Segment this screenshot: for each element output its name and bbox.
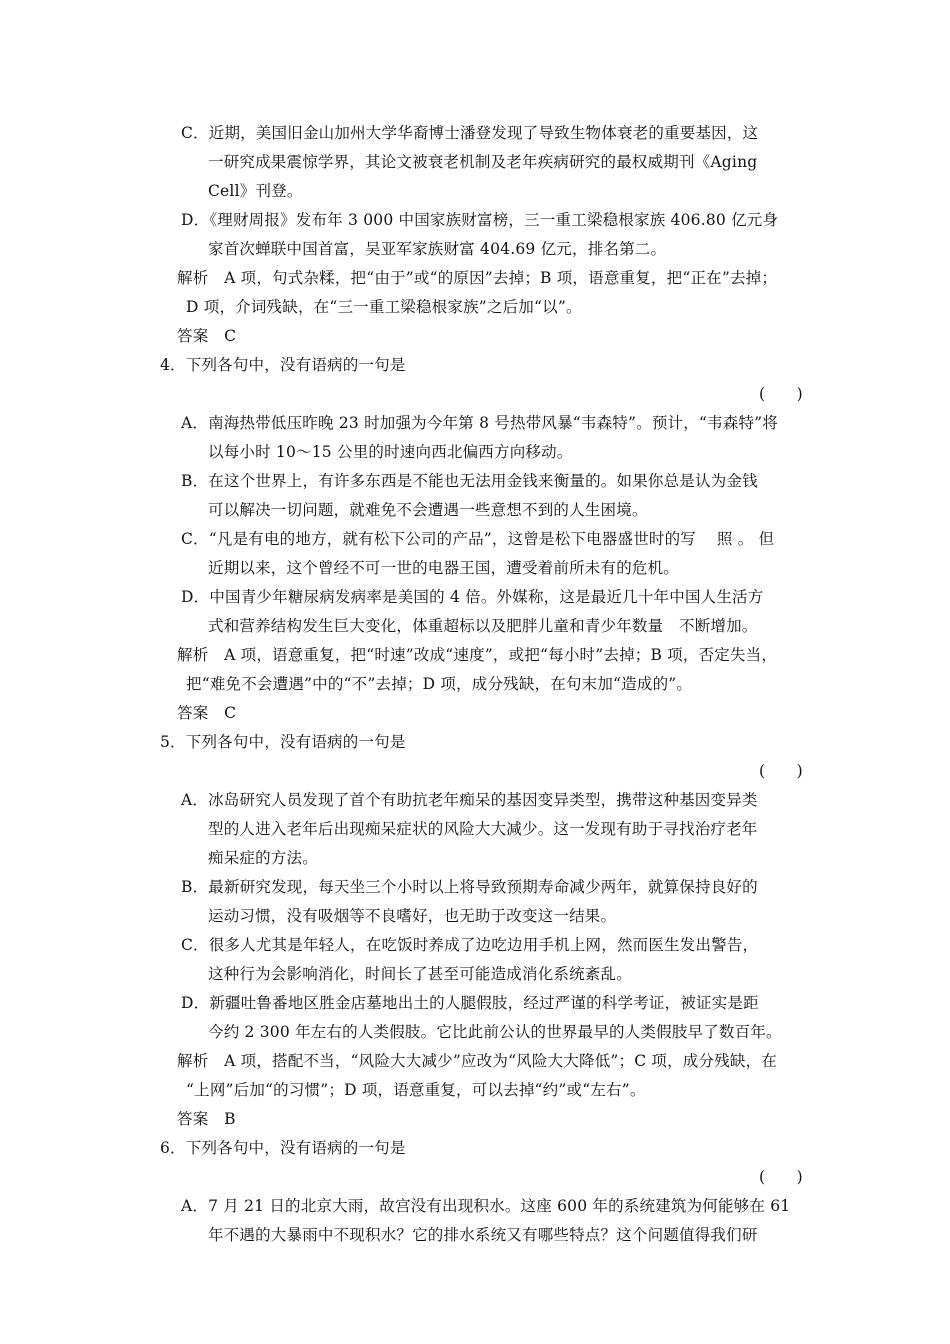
analysis-line: 把“难免不会遭遇”中的“不”去掉；D 项，成分残缺，在句末加“造成的”。 <box>186 675 693 693</box>
answer-blank: ( ) <box>759 1168 803 1186</box>
option-line: 近期以来，这个曾经不可一世的电器王国，遭受着前所未有的危机。 <box>208 559 680 577</box>
analysis-line: D 项，介词残缺，在“三一重工梁稳根家族”之后加“以”。 <box>186 298 582 316</box>
option-line: D．《理财周报》发布年 3 000 中国家族财富榜，三一重工梁稳根家族 406.80 亿元身 <box>181 211 779 229</box>
option-line: 式和营养结构发生巨大变化，体重超标以及肥胖儿童和青少年数量 不断增加。 <box>208 617 758 635</box>
option-line: A．南海热带低压昨晚 23 时加强为今年第 8 号热带风暴“韦森特”。预计，“韦森特”将 <box>181 414 778 432</box>
answer-blank: ( ) <box>759 385 803 403</box>
option-line: A．冰岛研究人员发现了首个有助抗老年痴呆的基因变异类型，携带这种基因变异类 <box>181 791 758 809</box>
option-line: 可以解决一切问题，就难免不会遭遇一些意想不到的人生困境。 <box>208 501 648 519</box>
analysis-line: “上网”后加“的习惯”；D 项，语意重复，可以去掉“约”或“左右”。 <box>186 1081 646 1099</box>
option-line: C．很多人尤其是年轻人，在吃饭时养成了边吃边用手机上网，然而医生发出警告， <box>181 936 759 954</box>
analysis-line: 解析 A 项，句式杂糅，把“由于”或“的原因”去掉；B 项，语意重复，把“正在”去掉； <box>177 269 778 287</box>
option-line: 运动习惯，没有吸烟等不良嗜好，也无助于改变这一结果。 <box>208 907 617 925</box>
answer-blank: ( ) <box>759 762 803 780</box>
option-line: A．7 月 21 日的北京大雨，故宫没有出现积水。这座 600 年的系统建筑为何能够在 61 <box>181 1197 791 1215</box>
option-line: 家首次蝉联中国首富，吴亚军家族财富 404.69 亿元，排名第二。 <box>208 240 667 258</box>
analysis-line: 解析 A 项，语意重复，把“时速”改成“速度”，或把“每小时”去掉；B 项，否定失当， <box>177 646 778 664</box>
option-line: 这种行为会影响消化，时间长了甚至可能造成消化系统紊乱。 <box>208 965 632 983</box>
option-line: 痴呆症的方法。 <box>208 849 318 867</box>
answer-line: 答案 B <box>177 1110 236 1128</box>
option-line: 年不遇的大暴雨中不现积水？它的排水系统又有哪些特点？这个问题值得我们研 <box>208 1226 758 1244</box>
question-stem: 4．下列各句中，没有语病的一句是 <box>160 356 406 374</box>
option-line: Cell》刊登。 <box>208 182 303 200</box>
option-line: D．中国青少年糖尿病发病率是美国的 4 倍。外媒称，这是最近几十年中国人生活方 <box>181 588 764 606</box>
question-stem: 5．下列各句中，没有语病的一句是 <box>160 733 406 751</box>
option-line: C．近期，美国旧金山加州大学华裔博士潘登发现了导致生物体衰老的重要基因，这 <box>181 124 759 142</box>
option-line: 一研究成果震惊学界，其论文被衰老机制及老年疾病研究的最权威期刊《Aging <box>208 153 758 171</box>
option-line: 以每小时 10～15 公里的时速向西北偏西方向移动。 <box>208 443 573 461</box>
option-line: B．最新研究发现，每天坐三个小时以上将导致预期寿命减少两年，就算保持良好的 <box>181 878 758 896</box>
question-stem: 6．下列各句中，没有语病的一句是 <box>160 1139 406 1157</box>
answer-line: 答案 C <box>177 327 237 345</box>
option-line: C．“凡是有电的地方，就有松下公司的产品”，这曾是松下电器盛世时的写 照 。 但 <box>181 530 775 548</box>
analysis-line: 解析 A 项，搭配不当，“风险大大减少”应改为“风险大大降低”；C 项，成分残缺，在 <box>177 1052 778 1070</box>
option-line: 今约 2 300 年左右的人类假肢。它比此前公认的世界最早的人类假肢早了数百年。 <box>208 1023 782 1041</box>
option-line: 型的人进入老年后出现痴呆症状的风险大大减少。这一发现有助于寻找治疗老年 <box>208 820 758 838</box>
option-line: D．新疆吐鲁番地区胜金店墓地出土的人腿假肢，经过严谨的科学考证，被证实是距 <box>181 994 759 1012</box>
answer-line: 答案 C <box>177 704 237 722</box>
option-line: B．在这个世界上，有许多东西是不能也无法用金钱来衡量的。如果你总是认为金钱 <box>181 472 758 490</box>
